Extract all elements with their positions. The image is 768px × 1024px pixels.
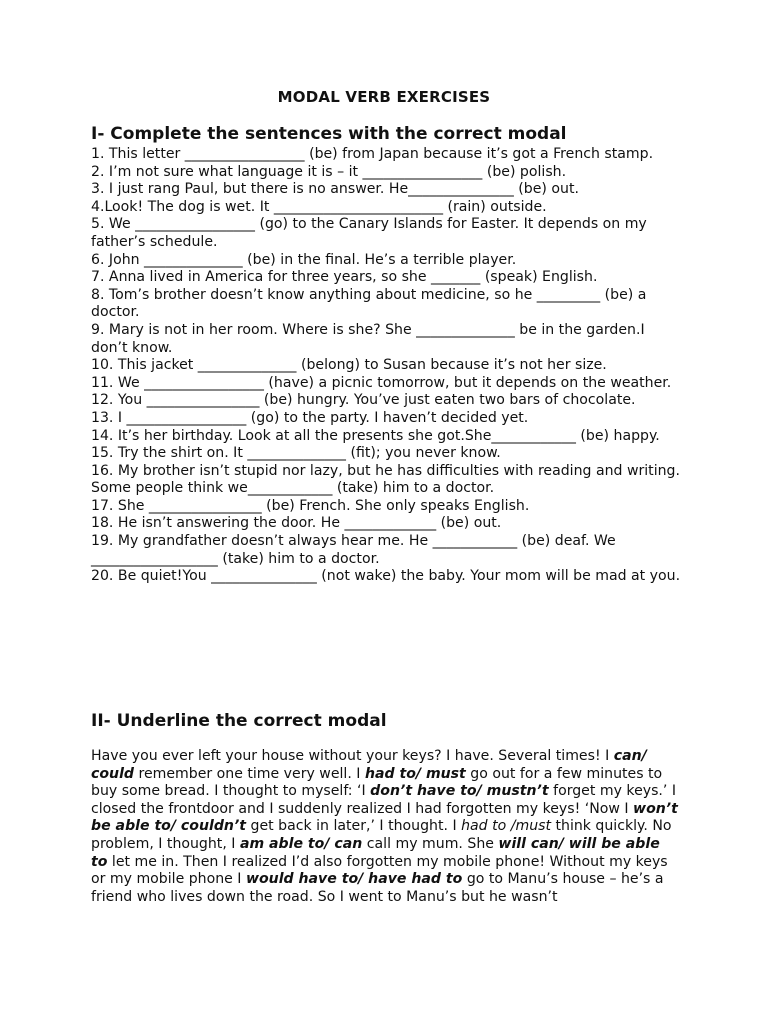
modal-option[interactable]: would have to/ have had to: [245, 871, 463, 888]
question-item: 18. He isn’t answering the door. He _____________ (be) out.: [91, 515, 502, 532]
question-item: 5. We _________________ (go) to the Canary Islands for Easter. It depends on my father’s schedule.: [91, 216, 647, 250]
question-item: 17. She ________________ (be) French. She only speaks English.: [91, 497, 530, 514]
question-item: 14. It’s her birthday. Look at all the presents she got.She____________ (be) happy.: [91, 427, 660, 444]
passage-text-run: get back in later,’ I thought. I: [246, 818, 462, 835]
question-item: 4.Look! The dog is wet. It ________________________ (rain) outside.: [91, 198, 547, 215]
passage-text-run: Have you ever left your house without your keys? I have. Several times! I: [91, 748, 614, 764]
question-item: 2. I’m not sure what language it is – it _________________ (be) polish.: [91, 163, 567, 180]
document-title: MODAL VERB EXERCISES: [277, 88, 491, 106]
question-item: 1. This letter _________________ (be) from Japan because it’s got a French stamp.: [91, 146, 654, 162]
passage-text: [91, 748, 681, 906]
question-item: 6. John ______________ (be) in the final. He’s a terrible player.: [91, 251, 517, 268]
passage-text-run: let me in. Then I realized I’d also forgotten my mobile phone! Without my keys or my mobile phone I: [91, 853, 668, 888]
question-item: 20. Be quiet!You _______________ (not wake) the baby. Your mom will be mad at you.: [91, 568, 681, 585]
passage-text-run: forget my keys.’ I closed the frontdoor and I suddenly realized I had forgotten my keys! ‘Now I: [91, 783, 677, 817]
question-item: 7. Anna lived in America for three years, so she _______ (speak) English.: [91, 269, 598, 286]
modal-option[interactable]: am able to/ can: [239, 835, 363, 852]
modal-option[interactable]: won’t be able to/ couldn’t: [91, 800, 678, 835]
passage-text-run: remember one time very well. I: [134, 765, 365, 782]
passage-text-run: go out for a few minutes to buy some bread. I thought to myself: ‘I: [91, 765, 663, 800]
passage-text-run: call my mum. She: [362, 835, 499, 852]
section-1-heading: I- Complete the sentences with the correct modal: [91, 124, 567, 144]
question-item: 16. My brother isn’t stupid nor lazy, but he has difficulties with reading and writing. Some people think we____________ (take) him to a doctor.: [91, 462, 680, 497]
modal-option[interactable]: can/ could: [91, 748, 647, 782]
question-item: 15. Try the shirt on. It ______________ (fit); you never know.: [91, 445, 501, 462]
passage-text-run: think quickly. No problem, I thought, I: [91, 818, 672, 852]
question-item: 10. This jacket ______________ (belong) to Susan because it’s not her size.: [91, 357, 607, 374]
question-item: 9. Mary is not in her room. Where is she? She ______________ be in the garden.I don’t know.: [91, 321, 645, 356]
modal-option[interactable]: had to/ must: [364, 765, 466, 782]
modal-option[interactable]: had to /must: [461, 818, 551, 835]
question-item: 13. I _________________ (go) to the party. I haven’t decided yet.: [91, 409, 529, 426]
question-item: 8. Tom’s brother doesn’t know anything about medicine, so he _________ (be) a doctor.: [91, 286, 647, 321]
passage-text-run: go to Manu’s house – he’s a friend who lives down the road. So I went to Manu’s but he wasn’t: [91, 871, 664, 905]
question-item: 12. You ________________ (be) hungry. You’ve just eaten two bars of chocolate.: [91, 392, 636, 409]
section-2-heading: II- Underline the correct modal: [91, 711, 387, 731]
modal-option[interactable]: don’t have to/ mustn’t: [370, 783, 549, 800]
question-list: [91, 146, 681, 586]
question-item: 3. I just rang Paul, but there is no answer. He_______________ (be) out.: [91, 181, 579, 198]
question-item: 19. My grandfather doesn’t always hear me. He ____________ (be) deaf. We __________________ (take) him to a doctor.: [91, 533, 616, 567]
question-item: 11. We _________________ (have) a picnic tomorrow, but it depends on the weather.: [91, 374, 672, 391]
modal-option[interactable]: will can/ will be able to: [91, 835, 660, 870]
